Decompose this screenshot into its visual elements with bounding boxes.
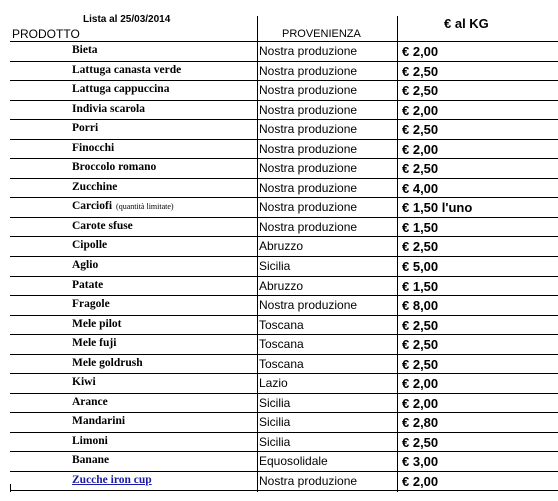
product-price: € 1,50 — [402, 219, 439, 235]
table-row — [10, 451, 558, 471]
product-name — [72, 161, 156, 173]
product-name — [72, 279, 103, 291]
product-origin: Nostra produzione — [259, 298, 358, 313]
product-name-text: Mandarini — [72, 415, 126, 428]
product-name — [72, 200, 174, 212]
product-price: € 2,00 — [402, 474, 439, 490]
product-origin: Nostra produzione — [259, 200, 358, 215]
product-price: € 2,50 — [402, 122, 439, 138]
table-row — [10, 315, 558, 335]
column-header-product: PRODOTTO — [12, 27, 80, 41]
product-price: € 2,50 — [402, 434, 439, 450]
product-origin: Nostra produzione — [259, 474, 358, 489]
product-price: € 2,00 — [402, 141, 439, 157]
product-price: € 2,00 — [402, 102, 439, 118]
product-origin: Toscana — [259, 337, 304, 352]
product-origin: Lazio — [259, 376, 288, 391]
product-price: € 2,50 — [402, 63, 439, 79]
product-name-text: Fragole — [72, 298, 110, 311]
product-name — [72, 64, 181, 76]
product-name-text: Lattuga canasta verde — [72, 63, 182, 76]
product-origin: Nostra produzione — [259, 219, 358, 234]
table-row — [10, 80, 558, 100]
table-row — [10, 276, 558, 296]
product-origin: Equosolidale — [259, 454, 328, 469]
product-name-text: Kiwi — [72, 376, 96, 389]
product-price: € 2,00 — [402, 395, 439, 411]
table-header — [10, 12, 558, 40]
product-price: € 5,00 — [402, 259, 439, 275]
product-origin: Nostra produzione — [259, 141, 358, 156]
product-origin: Sicilia — [259, 415, 291, 430]
product-origin: Nostra produzione — [259, 63, 358, 78]
table-row — [10, 236, 558, 256]
product-origin: Nostra produzione — [259, 122, 358, 137]
product-origin: Sicilia — [259, 395, 291, 410]
product-name-text: Broccolo romano — [72, 161, 157, 174]
table-row — [10, 217, 558, 237]
product-name — [72, 396, 108, 408]
table-row — [10, 471, 558, 491]
product-price: € 2,50 — [402, 161, 439, 177]
product-price: € 2,80 — [402, 415, 439, 431]
product-name — [72, 239, 107, 251]
column-header-price: € al KG — [444, 16, 489, 31]
product-origin: Nostra produzione — [259, 83, 358, 98]
table-body — [10, 41, 558, 491]
product-origin: Toscana — [259, 317, 304, 332]
product-price: € 2,50 — [402, 317, 439, 333]
product-name-text: Zucchine — [72, 180, 118, 193]
product-price: € 2,00 — [402, 44, 439, 59]
product-name-text: Carote sfuse — [72, 219, 133, 232]
table-row — [10, 432, 558, 452]
table-row — [10, 354, 558, 374]
product-name — [72, 103, 145, 115]
product-origin: Nostra produzione — [259, 161, 358, 176]
product-price: € 1,50 — [402, 278, 439, 294]
product-origin: Nostra produzione — [259, 102, 358, 117]
product-price: € 2,50 — [402, 356, 439, 372]
product-name — [72, 181, 117, 193]
table-row — [10, 61, 558, 81]
product-name-text: Mele fuji — [72, 337, 117, 350]
product-name — [72, 318, 122, 330]
product-origin: Toscana — [259, 356, 304, 371]
table-row — [10, 256, 558, 276]
product-name — [72, 357, 143, 369]
product-name-text: Carciofi — [72, 200, 113, 213]
product-origin: Sicilia — [259, 434, 291, 449]
product-name-text: Lattuga cappuccina — [72, 83, 170, 96]
product-name — [72, 454, 109, 466]
product-origin: Abruzzo — [259, 278, 304, 293]
table-row — [10, 393, 558, 413]
product-name-text: Patate — [72, 278, 104, 291]
table-row — [10, 41, 558, 61]
product-name-text: Cipolle — [72, 239, 108, 252]
table-row — [10, 139, 558, 159]
product-price: € 4,00 — [402, 180, 439, 196]
column-header-origin: PROVENIENZA — [282, 28, 361, 40]
product-name — [72, 415, 125, 427]
price-list-sheet — [10, 12, 558, 492]
product-name-text: Arance — [72, 395, 108, 408]
list-date: Lista al 25/03/2014 — [83, 14, 171, 25]
table-row — [10, 178, 558, 198]
product-name — [72, 376, 96, 388]
product-name — [72, 122, 98, 134]
product-name-text: Mele pilot — [72, 317, 122, 330]
table-row — [10, 158, 558, 178]
product-origin: Nostra produzione — [259, 44, 358, 58]
product-name — [72, 220, 133, 232]
product-name — [72, 142, 114, 154]
table-row — [10, 295, 558, 315]
product-name-text: Limoni — [72, 434, 108, 447]
product-name-text: Porri — [72, 122, 99, 135]
table-row — [10, 412, 558, 432]
table-row — [10, 373, 558, 393]
product-name — [72, 259, 98, 271]
product-name-text: Banane — [72, 454, 110, 467]
product-price: € 8,00 — [402, 298, 439, 314]
product-name — [72, 435, 108, 447]
product-note: (quantità limitate) — [116, 202, 174, 212]
product-price: € 3,00 — [402, 454, 439, 470]
product-name-text: Mele goldrush — [72, 356, 143, 369]
product-name — [72, 44, 98, 56]
table-row — [10, 197, 558, 217]
product-name-text: Aglio — [72, 259, 99, 272]
product-price: € 2,50 — [402, 239, 439, 255]
product-name-text: Bieta — [72, 44, 98, 56]
product-name-text: Finocchi — [72, 141, 115, 154]
product-origin: Abruzzo — [259, 239, 304, 254]
product-origin: Nostra produzione — [259, 180, 358, 195]
product-name — [72, 298, 110, 310]
product-name — [72, 337, 116, 349]
table-row — [10, 119, 558, 139]
table-row — [10, 100, 558, 120]
table-row — [10, 334, 558, 354]
product-price: € 2,00 — [402, 376, 439, 392]
product-price: € 2,50 — [402, 83, 439, 99]
product-name — [72, 83, 169, 95]
product-name-text[interactable]: Zucche iron cup — [72, 474, 152, 487]
product-origin: Sicilia — [259, 259, 291, 274]
product-price: € 2,50 — [402, 337, 439, 353]
product-price: € 1,50 l'uno — [402, 200, 473, 216]
product-name[interactable] — [72, 474, 152, 486]
product-name-text: Indivia scarola — [72, 102, 145, 115]
